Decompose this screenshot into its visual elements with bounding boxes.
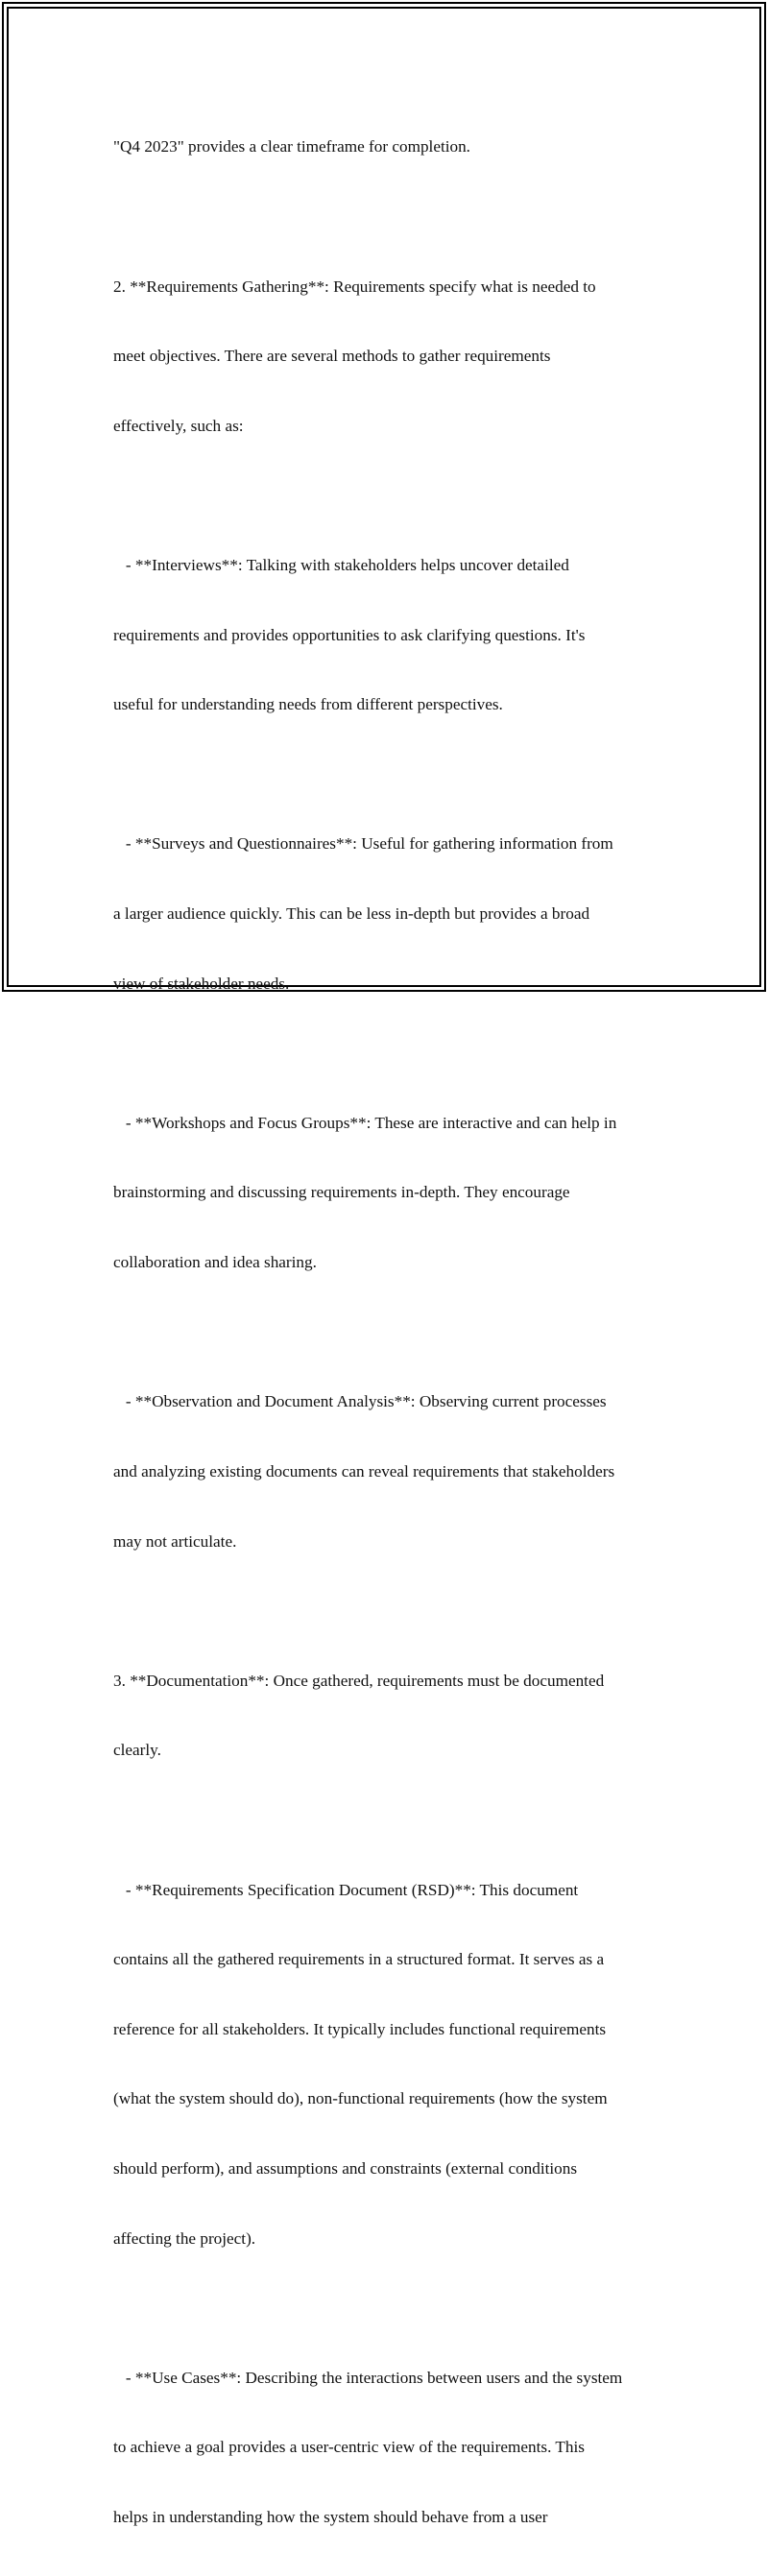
text-line: requirements and provides opportunities to ask clarifying questions. It's <box>113 625 586 644</box>
text-line: (what the system should do), non-functional requirements (how the system <box>113 2089 608 2108</box>
text-line: should perform), and assumptions and constraints (external conditions <box>113 2158 578 2178</box>
text-line: meet objectives. There are several methods to gather requirements <box>113 347 551 366</box>
text-line: effectively, such as: <box>113 416 244 435</box>
text-line: useful for understanding needs from different perspectives. <box>113 695 503 714</box>
text-line: collaboration and idea sharing. <box>113 1253 317 1272</box>
text-line: "Q4 2023" provides a clear timeframe for completion. <box>113 137 470 156</box>
text-line: brainstorming and discussing requirements in-depth. They encourage <box>113 1183 570 1202</box>
paragraph-timeframe <box>113 89 689 205</box>
text-line: view of stakeholder needs. <box>113 974 290 993</box>
text-line: a larger audience quickly. This can be less in-depth but provides a broad <box>113 904 590 924</box>
paragraph-use-cases <box>113 2320 689 2575</box>
text-line: clearly. <box>113 1741 161 1760</box>
paragraph-requirements-gathering <box>113 229 689 484</box>
text-line: - **Workshops and Focus Groups**: These are interactive and can help in <box>113 1113 617 1132</box>
paragraph-workshops <box>113 1065 689 1320</box>
text-line: - **Use Cases**: Describing the interactions between users and the system <box>113 2368 623 2387</box>
paragraph-rsd <box>113 1832 689 2297</box>
text-line: - **Surveys and Questionnaires**: Useful for gathering information from <box>113 834 613 854</box>
text-line: helps in understanding how the system should behave from a user <box>113 2508 548 2526</box>
text-line: contains all the gathered requirements in a structured format. It serves as a <box>113 1950 605 1969</box>
text-line: affecting the project). <box>113 2228 256 2248</box>
text-line: - **Requirements Specification Document (RSD)**: This document <box>113 1880 579 1899</box>
document-body <box>113 89 689 2576</box>
text-line: reference for all stakeholders. It typically includes functional requirements <box>113 2019 607 2038</box>
paragraph-observation <box>113 1344 689 1600</box>
text-line: - **Interviews**: Talking with stakeholders helps uncover detailed <box>113 556 569 575</box>
text-line: 2. **Requirements Gathering**: Requirements specify what is needed to <box>113 277 596 296</box>
text-line: and analyzing existing documents can reveal requirements that stakeholders <box>113 1461 615 1481</box>
text-line: - **Observation and Document Analysis**: Observing current processes <box>113 1392 607 1411</box>
text-line: may not articulate. <box>113 1531 237 1551</box>
text-line: 3. **Documentation**: Once gathered, requirements must be documented <box>113 1671 605 1690</box>
text-line: to achieve a goal provides a user-centric view of the requirements. This <box>113 2438 585 2457</box>
paragraph-documentation <box>113 1623 689 1809</box>
paragraph-interviews <box>113 508 689 763</box>
paragraph-surveys <box>113 786 689 1042</box>
